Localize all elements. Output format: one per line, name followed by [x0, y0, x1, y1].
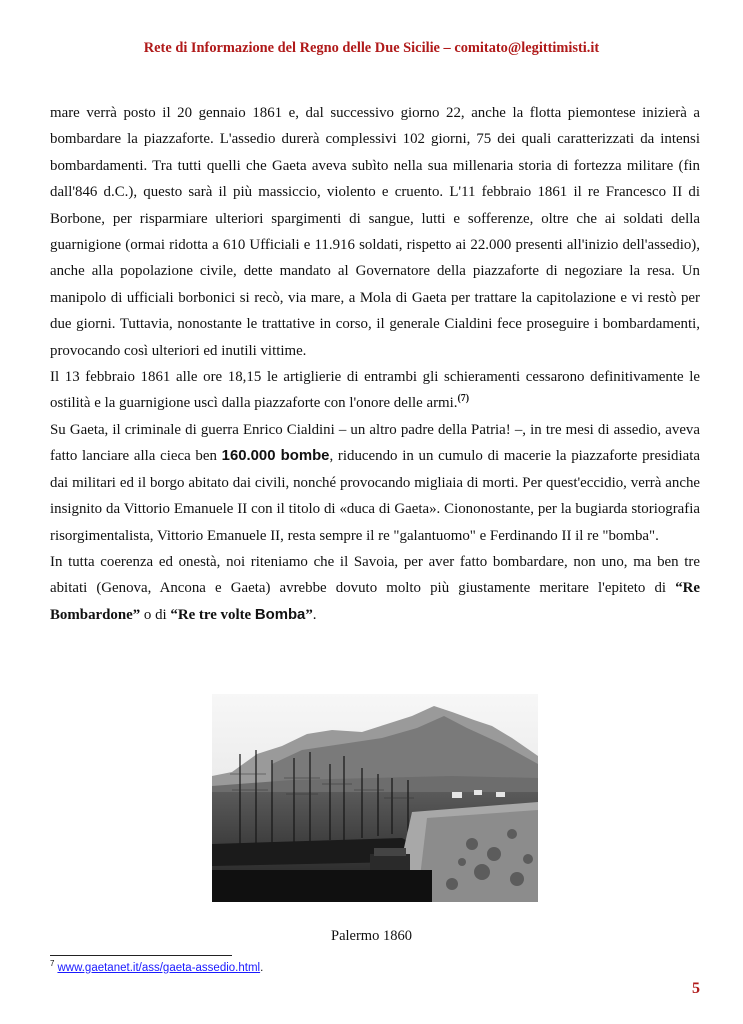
cialdini-text-end: , riducendo in un cumulo di macerie la piazzaforte presidiata dai militari ed il borgo abitato dai civili, nonché provocando migliaia di morti. Per quest'eccidio, verrà anche insignito da Vittorio Emanuele II con il titolo di «duca di Gaeta». Ciononostante, per la bugiarda storiografia risorgimentalista, Vittorio Emanuele II, resta sempre il re "galantuomo" e Ferdinando II il re "bomba". — [50, 448, 700, 544]
paragraph-cialdini — [50, 417, 700, 549]
footnote-divider — [50, 955, 232, 956]
paragraph-siege-account: mare verrà posto il 20 gennaio 1861 e, dal successivo giorno 22, anche la flotta piemontese inizierà a bombardare la piazzaforte. L'assedio durerà complessivi 102 giorni, 75 dei quali caratterizzati da intensi bombardamenti. Tra tutti quelli che Gaeta aveva subìto nella sua millenaria storia di fortezza militare (fin dall'846 d.C.), questo sarà il più massiccio, violento e cruento. L'11 febbraio 1861 il re Francesco II di Borbone, per risparmiare ulteriori spargimenti di sangue, lutti e sofferenze, oltre che ai soldati della guarnigione (ormai ridotta a 610 Ufficiali e 11.916 soldati, rispetto ai 22.000 presenti all'inizio dell'assedio), anche alla popolazione civile, dette mandato al Governatore della piazzaforte di negoziare la resa. Un manipolo di ufficiali borbonici si recò, via mare, a Mola di Gaeta per trattare la capitolazione e vi restò per due giorni. Tuttavia, nonostante le trattative in corso, il generale Cialdini fece proseguire i bombardamenti, provocando così ulteriori ed inutili vittime. — [50, 105, 700, 359]
main-text — [50, 100, 700, 628]
ceasefire-text: Il 13 febbraio 1861 alle ore 18,15 le artiglierie di entrambi gli schieramenti cessarono definitivamente le ostilità e la guarnigione uscì dalla piazzaforte con l'onore delle armi. — [50, 369, 700, 412]
conclusion-period: . — [312, 606, 317, 623]
paragraph-ceasefire — [50, 364, 700, 417]
historical-photo — [212, 694, 538, 902]
epithet-bombardone: “Re Bombardone” — [50, 580, 700, 623]
epithet-tre-volte-a: “Re tre volte — [170, 606, 255, 623]
footnote — [50, 959, 264, 974]
photo-caption: Palermo 1860 — [331, 928, 412, 944]
page-number: 5 — [692, 980, 700, 997]
paragraph-conclusion — [50, 549, 700, 628]
page-header: Rete di Informazione del Regno delle Due Sicilie – comitato@legittimisti.it — [143, 40, 600, 56]
conclusion-connector: o di — [140, 606, 171, 623]
footnote-number: 7 — [50, 959, 55, 969]
footnote-reference[interactable]: (7) — [457, 393, 470, 405]
cialdini-text-start: Su Gaeta, il criminale di guerra Enrico Cialdini – un altro padre della Patria! –, in tre mesi di assedio, aveva fatto lanciare alla cieca ben — [50, 421, 700, 465]
footnote-period: . — [260, 962, 264, 974]
epithet-tre-volte-c: ” — [305, 606, 313, 623]
epithet-tre-volte-b: Bomba — [254, 606, 306, 623]
conclusion-text: In tutta coerenza ed onestà, noi riteniamo che il Savoia, per aver fatto bombardare, non uno, ma ben tre abitati (Genova, Ancona e Gaeta) avrebbe dovuto molto più giustamente meritare l'epiteto di — [50, 553, 700, 597]
bombs-count: 160.000 bombe — [221, 448, 330, 465]
footnote-link[interactable]: www.gaetanet.it/ass/gaeta-assedio.html — [57, 962, 261, 974]
